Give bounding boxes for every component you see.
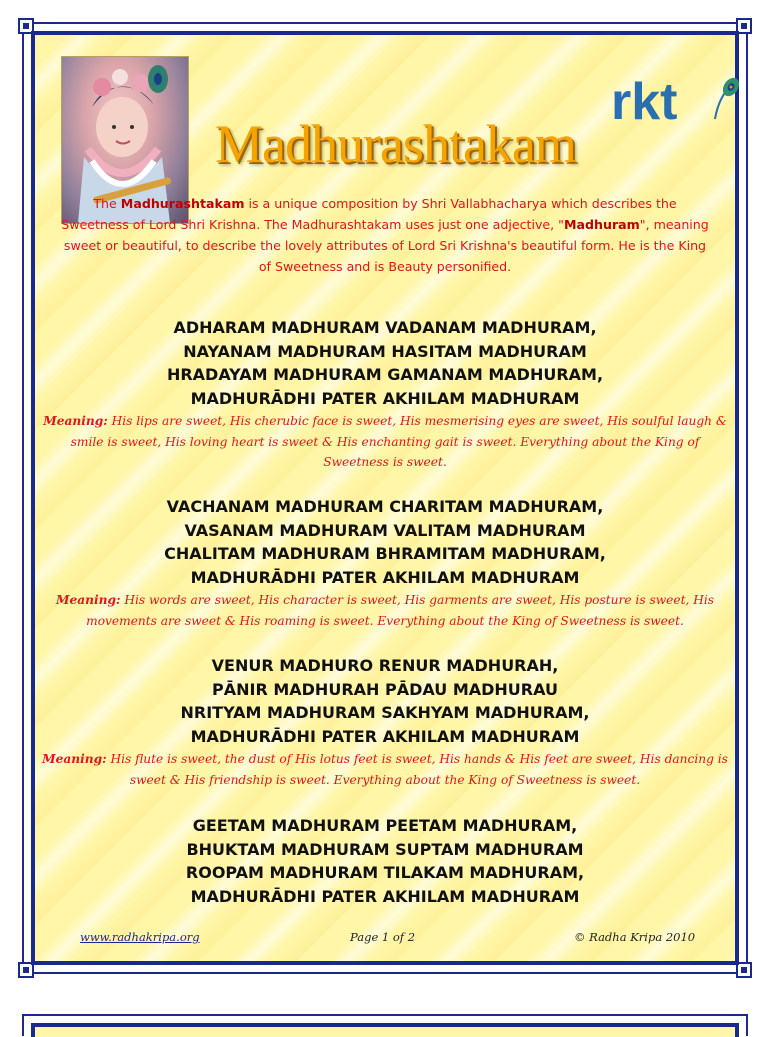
meaning-text: His lips are sweet, His cherubic face is sweet, His mesmerising eyes are sweet, His soulful laugh & smile is sweet, His loving heart is sweet & His enchanting gait is sweet. Everything about the King of Sweetness is sweet. (70, 414, 727, 469)
intro-paragraph (60, 193, 710, 277)
verse-line: VACHANAM MADHURAM CHARITAM MADHURAM, (166, 497, 604, 516)
verse-line: CHALITAM MADHURAM BHRAMITAM MADHURAM, (164, 544, 606, 563)
meaning-text: His words are sweet, His character is sweet, His garments are sweet, His posture is sweet, His movements are sweet & His roaming is sweet. Everything about the King of Sweetness is sweet. (86, 593, 714, 628)
website-link[interactable]: www.radhakripa.org (80, 930, 200, 944)
intro-text: is a unique composition by Shri Vallabhacharya which describes the Sweetness of Lord Shri Krishna. The Madhurashtakam uses just one adjective, " (61, 196, 677, 232)
verse-line: MADHURĀDHI PATER AKHILAM MADHURAM (190, 726, 580, 746)
page-number: Page 1 of 2 (350, 930, 416, 944)
meaning-text: His flute is sweet, the dust of His lotus feet is sweet, His hands & His feet are sweet, His dancing is sweet & His friendship is sweet. Everything about the King of Sweetness is sweet. (110, 752, 728, 787)
verse-2 (40, 495, 730, 631)
verse-line: NAYANAM MADHURAM HASITAM MADHURAM (183, 341, 587, 361)
copyright-text: © Radha Kripa 2010 (574, 930, 696, 944)
meaning-label: Meaning: (42, 752, 107, 766)
intro-text: The (93, 196, 121, 211)
verse-line: ROOPAM MADHURAM TILAKAM MADHURAM, (185, 863, 585, 882)
verse-line: MADHURĀDHI PATER AKHILAM MADHURAM (190, 388, 580, 408)
verse-line: PĀNIR MADHURAH PĀDAU MADHURAU (212, 679, 558, 699)
verse-1 (40, 316, 730, 473)
logo-text: rkt (611, 75, 678, 131)
intro-bold-term: Madhuram (563, 217, 640, 232)
verse-line: NRITYAM MADHURAM SAKHYAM MADHURAM, (180, 703, 590, 722)
page-title: Madhurashtakam (215, 114, 576, 174)
verse-meaning (40, 411, 730, 473)
next-page-panel (31, 1023, 739, 1037)
verse-line: GEETAM MADHURAM PEETAM MADHURAM, (192, 816, 578, 835)
verse-line: BHUKTAM MADHURAM SUPTAM MADHURAM (186, 839, 584, 859)
meaning-label: Meaning: (43, 414, 108, 428)
intro-text: ", meaning sweet or beautiful, to describe the lovely attributes of Lord Sri Krishna's beautiful form. He is the King of Sweetness and is Beauty personified. (63, 217, 709, 274)
verse-3 (40, 654, 730, 790)
verse-line: HRADAYAM MADHURAM GAMANAM MADHURAM, (166, 365, 604, 384)
verse-line: ADHARAM MADHURAM VADANAM MADHURAM, (173, 318, 597, 337)
meaning-label: Meaning: (55, 593, 121, 607)
verse-4 (40, 814, 730, 908)
rkt-logo (611, 75, 741, 135)
verse-meaning (40, 590, 730, 631)
verse-line: VENUR MADHURO RENUR MADHURAH, (211, 656, 559, 675)
verse-line: VASANAM MADHURAM VALITAM MADHURAM (184, 520, 586, 540)
verse-line: MADHURĀDHI PATER AKHILAM MADHURAM (190, 886, 580, 906)
intro-bold-term: Madhurashtakam (120, 196, 245, 211)
verse-meaning (40, 749, 730, 790)
verse-line: MADHURĀDHI PATER AKHILAM MADHURAM (190, 567, 580, 587)
